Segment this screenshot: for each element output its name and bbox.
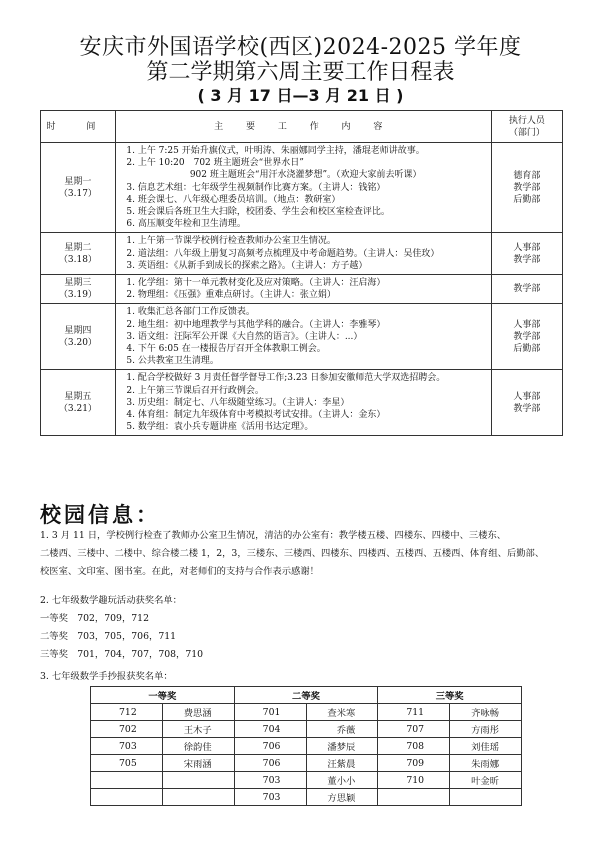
- work-item-continuation: 902 班主题班会“用汗水浇灌梦想”。（欢迎大家前去听课）: [189, 170, 422, 181]
- award-first-header: 一等奖: [91, 687, 235, 704]
- work-list: [120, 145, 487, 230]
- award-name-cell: 王木子: [163, 721, 235, 738]
- award-third-header: 三等奖: [378, 687, 522, 704]
- award-name-cell: 徐韵佳: [163, 738, 235, 755]
- award-row: [91, 789, 522, 806]
- award-name-cell: [163, 772, 235, 789]
- owner-department: 教学部: [513, 254, 541, 265]
- award-name-cell: 乔薇: [306, 721, 378, 738]
- day-cell: [41, 304, 116, 370]
- award-row: [91, 738, 522, 755]
- work-item: [138, 218, 487, 230]
- award-name-cell: 朱雨娜: [450, 755, 522, 772]
- document-subtitle: 第二学期第六周主要工作日程表: [146, 60, 455, 85]
- campus-info-item-3: 3. 七年级数学手抄报获奖名单：: [40, 671, 173, 682]
- work-item: [138, 319, 487, 331]
- day-label: 星期一: [64, 176, 92, 187]
- day-label: 星期三: [64, 278, 92, 289]
- day-date: （3.17）: [58, 188, 97, 199]
- work-item-text: 班会课七、八年级心理委员培训。（地点：教研室）: [137, 194, 341, 205]
- award-class-cell: [91, 789, 163, 806]
- work-item-text: 班会课后各班卫生大扫除，校团委、学生会和校区室检查评比。: [137, 207, 390, 218]
- owner-department: 教学部: [513, 284, 541, 295]
- award-header-row: [91, 687, 522, 704]
- work-item: [138, 306, 487, 318]
- award-name-cell: 查米寒: [306, 704, 378, 721]
- work-item: [138, 372, 487, 384]
- day-date: （3.20）: [58, 337, 97, 348]
- work-item-text: 高压顺变年检和卫生清理。: [137, 219, 246, 230]
- award-name-cell: [450, 789, 522, 806]
- work-item-text: 语文组：汪际军公开课《大自然的语言》。（主讲人：...）: [137, 331, 363, 342]
- award-second-header: 二等奖: [234, 687, 378, 704]
- owner-cell: [491, 233, 562, 275]
- work-item-text: 配合学校做好 3 月责任督学督导工作;3.23 日参加安徽师范大学双选招聘会。: [137, 373, 446, 384]
- owner-department: 教学部: [513, 403, 541, 414]
- work-item: [138, 206, 487, 218]
- award-row: [91, 721, 522, 738]
- award-class-cell: 709: [378, 755, 450, 772]
- work-item-text: 英语组：《从新手到成长的探索之路》。（主讲人：方子越）: [137, 260, 368, 271]
- award-class-cell: 702: [91, 721, 163, 738]
- owner-department: 人事部: [513, 391, 541, 402]
- award-class-cell: 710: [378, 772, 450, 789]
- award-class-cell: 708: [378, 738, 450, 755]
- work-item-text: 化学组：第十一单元教材变化及应对策略。（主讲人：汪启海）: [137, 278, 386, 289]
- award-class-cell: 703: [91, 738, 163, 755]
- schedule-row: [41, 275, 563, 304]
- day-date: （3.19）: [58, 290, 97, 301]
- award-name-cell: 方思颖: [306, 789, 378, 806]
- award-row: [91, 755, 522, 772]
- work-item-text: 历史组：制定七、八年级随堂练习。（主讲人：李星）: [137, 397, 350, 408]
- schedule-header-row: [41, 111, 563, 143]
- campus-info-item-2: 2. 七年级数学趣玩活动获奖名单： 一等奖 702，709，712 二等奖 703，705，706，711 三等奖 701，704，707，708，710: [40, 595, 204, 660]
- work-item: [138, 277, 487, 289]
- work-item: [138, 235, 487, 247]
- award-name-cell: 潘梦辰: [306, 738, 378, 755]
- day-date: （3.18）: [58, 254, 97, 265]
- award-class-cell: [378, 789, 450, 806]
- owner-cell: [491, 304, 562, 370]
- owner-department: 教学部: [513, 182, 541, 193]
- work-item-text: 下午 6:05 在一楼报告厅召开全体教职工例会。: [137, 344, 326, 355]
- work-item-text: 信息艺术组：七年级学生视频制作比赛方案。（主讲人：钱铭）: [137, 182, 386, 193]
- work-item: [138, 397, 487, 409]
- header-content: 主 要 工 作 内 容: [115, 111, 491, 143]
- work-item-text: 上午 10:20 702 班主题班会“世界水日”: [137, 158, 304, 169]
- work-item: [138, 421, 487, 433]
- award-name-cell: 方雨彤: [450, 721, 522, 738]
- work-list: [120, 235, 487, 272]
- work-item: [138, 289, 487, 301]
- award-name-cell: 刘佳瑶: [450, 738, 522, 755]
- award-name-cell: 齐咏畅: [450, 704, 522, 721]
- work-items-cell: [115, 370, 491, 436]
- campus-info-item-1: 1. 3 月 11 日，学校例行检查了教师办公室卫生情况，清洁的办公室有：教学楼五楼、四楼东、四楼中、三楼东、 二楼西、三楼中、二楼中、综合楼二楼 1，2，3，三楼东、三楼西、四楼东、四楼西、五楼西、五楼西、体育组、后勤部、 校医室、文印室、图书室。在此，对老师们的支持与合作表示感谢！: [40, 530, 545, 577]
- owner-cell: [491, 143, 562, 233]
- document-title: 安庆市外国语学校(西区)2024-2025 学年度: [79, 35, 522, 60]
- award-class-cell: 701: [234, 704, 306, 721]
- work-items-cell: [115, 143, 491, 233]
- owner-department: 人事部: [513, 319, 541, 330]
- award-row: [91, 772, 522, 789]
- work-item: [138, 248, 487, 260]
- work-item: [138, 385, 487, 397]
- work-item-text: 上午 7:25 开始升旗仪式，叶明涛、朱丽娜同学主持，潘琨老师讲故事。: [137, 146, 425, 156]
- schedule-row: [41, 304, 563, 370]
- day-cell: [41, 233, 116, 275]
- work-item: [138, 260, 487, 272]
- campus-info-heading: 校园信息：: [40, 503, 160, 527]
- award-name-cell: 汪紫晨: [306, 755, 378, 772]
- work-item: [138, 157, 487, 181]
- day-cell: [41, 275, 116, 304]
- award-class-cell: 703: [234, 789, 306, 806]
- award-class-cell: 705: [91, 755, 163, 772]
- owner-department: 后勤部: [513, 194, 541, 205]
- work-item: [138, 343, 487, 355]
- work-item-text: 收集汇总各部门工作反馈表。: [137, 307, 255, 318]
- date-range: ( 3 月 17 日—3 月 21 日 ): [197, 86, 404, 105]
- work-item-text: 上午第一节课学校例行检查教师办公室卫生情况。: [137, 236, 336, 247]
- award-class-cell: 712: [91, 704, 163, 721]
- award-name-cell: 费思涵: [163, 704, 235, 721]
- award-class-cell: 707: [378, 721, 450, 738]
- award-class-cell: 704: [234, 721, 306, 738]
- day-cell: [41, 370, 116, 436]
- award-name-cell: 董小小: [306, 772, 378, 789]
- work-item-text: 上午第三节课后召开行政例会。: [137, 385, 264, 396]
- work-item: [138, 194, 487, 206]
- work-item-text: 体育组：制定九年级体育中考模拟考试安排。（主讲人：金东）: [137, 410, 386, 421]
- work-item: [138, 409, 487, 421]
- work-item: [138, 331, 487, 343]
- work-items-cell: [115, 233, 491, 275]
- day-label: 星期四: [64, 325, 92, 336]
- owner-cell: [491, 370, 562, 436]
- award-name-cell: 叶金昕: [450, 772, 522, 789]
- header-time: 时 间: [41, 111, 116, 143]
- schedule-row: [41, 233, 563, 275]
- award-table: [90, 686, 522, 806]
- owner-department: 人事部: [513, 242, 541, 253]
- day-label: 星期五: [64, 391, 92, 402]
- schedule-table: [40, 110, 563, 436]
- work-item-text: 道法组：八年级上册复习高频考点梳理及中考命题趋势。（主讲人：吴佳玫）: [137, 248, 440, 259]
- owner-cell: [491, 275, 562, 304]
- day-label: 星期二: [64, 242, 92, 253]
- work-items-cell: [115, 304, 491, 370]
- owner-department: 后勤部: [513, 343, 541, 354]
- work-item-text: 地生组：初中地理教学与其他学科的融合。（主讲人：李雅琴）: [137, 319, 386, 330]
- award-class-cell: 703: [234, 772, 306, 789]
- owner-department: 教学部: [513, 331, 541, 342]
- day-cell: [41, 143, 116, 233]
- work-list: [120, 306, 487, 367]
- day-date: （3.21）: [58, 403, 97, 414]
- work-list: [120, 277, 487, 301]
- award-row: [91, 704, 522, 721]
- award-name-cell: 宋雨涵: [163, 755, 235, 772]
- header-owner: 执行人员 （部门）: [491, 111, 562, 143]
- work-item-text: 公共教室卫生清理。: [137, 356, 219, 367]
- work-item-text: 数学组：袁小兵专题讲座《活用书达定理》。: [137, 422, 314, 433]
- award-class-cell: [91, 772, 163, 789]
- award-class-cell: 711: [378, 704, 450, 721]
- work-items-cell: [115, 275, 491, 304]
- schedule-row: [41, 370, 563, 436]
- award-class-cell: 706: [234, 738, 306, 755]
- award-name-cell: [163, 789, 235, 806]
- work-item: [138, 182, 487, 194]
- schedule-row: [41, 143, 563, 233]
- work-item: [138, 145, 487, 157]
- work-item: [138, 355, 487, 367]
- work-list: [120, 372, 487, 433]
- award-class-cell: 706: [234, 755, 306, 772]
- owner-department: 德育部: [513, 170, 541, 181]
- work-item-text: 物理组：《压强》重难点研讨。（主讲人：张立娟）: [137, 290, 336, 301]
